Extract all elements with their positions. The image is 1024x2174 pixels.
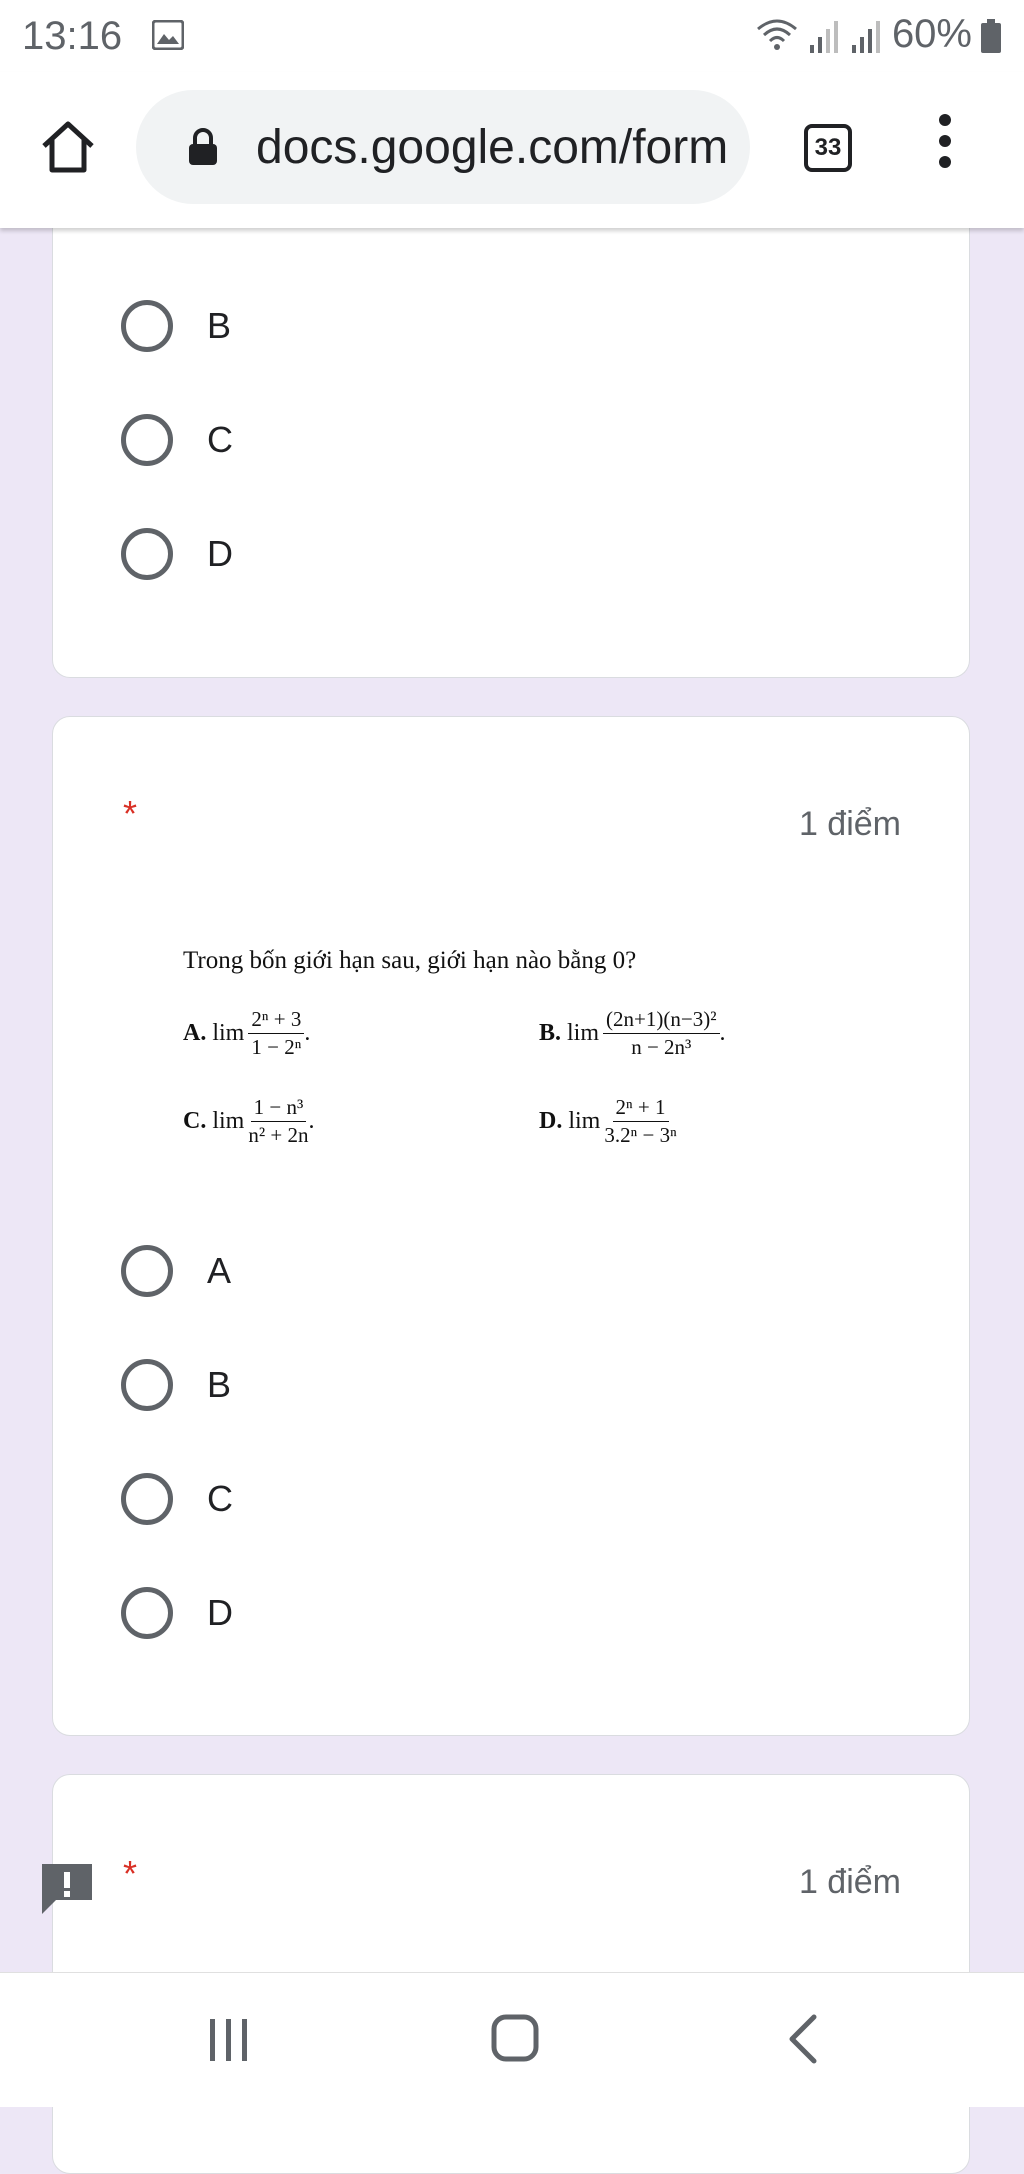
- lim-text: lim: [567, 1020, 600, 1046]
- question-points: 1 điểm: [798, 805, 901, 843]
- choice-d: [539, 1095, 677, 1148]
- question-stem: Trong bốn giới hạn sau, giới hạn nào bằng 0?: [183, 947, 637, 974]
- fraction: [248, 1007, 304, 1060]
- numerator: 2ⁿ + 1: [613, 1095, 669, 1122]
- choice-key: A.: [183, 1020, 207, 1046]
- radio-option[interactable]: [121, 1353, 231, 1417]
- numerator: 2ⁿ + 3: [248, 1007, 304, 1034]
- choice-key: B.: [539, 1020, 562, 1046]
- denominator: 1 − 2ⁿ: [251, 1035, 302, 1059]
- option-label: C: [207, 419, 233, 460]
- lim-text: lim: [212, 1020, 245, 1046]
- radio-circle[interactable]: [121, 300, 173, 352]
- status-bar: [0, 0, 1024, 72]
- gallery-icon: [152, 20, 184, 50]
- signal-icon: [850, 15, 884, 55]
- radio-circle[interactable]: [121, 1587, 173, 1639]
- lock-icon: [188, 128, 218, 166]
- choice-tail: .: [304, 1020, 311, 1046]
- recent-apps-icon[interactable]: [204, 2015, 254, 2065]
- status-right-group: [754, 12, 1002, 57]
- choice-key: D.: [539, 1108, 563, 1134]
- denominator: n − 2n³: [631, 1035, 692, 1059]
- radio-circle[interactable]: [121, 528, 173, 580]
- browser-toolbar: [0, 72, 1024, 228]
- battery-icon: [980, 15, 1002, 55]
- signal-icon: [808, 15, 842, 55]
- radio-option[interactable]: [121, 408, 233, 472]
- nav-home-icon[interactable]: [490, 2013, 540, 2063]
- option-label: D: [207, 533, 233, 574]
- radio-option[interactable]: [121, 522, 233, 586]
- question-card-current: [52, 716, 970, 1736]
- option-label: D: [207, 1592, 233, 1633]
- back-icon[interactable]: [782, 2011, 822, 2067]
- required-asterisk: *: [123, 793, 138, 834]
- radio-option[interactable]: [121, 1581, 233, 1645]
- overflow-menu-icon[interactable]: [930, 114, 960, 184]
- lim-text: lim: [212, 1108, 245, 1134]
- fraction: [248, 1095, 308, 1148]
- required-asterisk: *: [123, 1853, 138, 1894]
- choice-tail: .: [308, 1108, 315, 1134]
- url-text[interactable]: docs.google.com/form: [256, 121, 729, 174]
- denominator: n² + 2n: [248, 1123, 309, 1147]
- radio-option[interactable]: [121, 294, 231, 358]
- home-icon[interactable]: [38, 116, 98, 176]
- denominator: 3.2ⁿ − 3ⁿ: [604, 1123, 677, 1147]
- radio-circle[interactable]: [121, 1359, 173, 1411]
- radio-circle[interactable]: [121, 414, 173, 466]
- numerator: (2n+1)(n−3)²: [603, 1007, 719, 1034]
- tab-switcher-button[interactable]: 33: [804, 124, 852, 172]
- option-label: C: [207, 1478, 233, 1519]
- question-image: [183, 947, 803, 1177]
- address-bar[interactable]: [136, 90, 750, 204]
- question-points: 1 điểm: [798, 1863, 901, 1901]
- wifi-icon: [754, 15, 800, 55]
- choice-tail: .: [719, 1020, 726, 1046]
- option-label: A: [207, 1250, 232, 1291]
- option-label: B: [207, 1364, 232, 1405]
- radio-circle[interactable]: [121, 1473, 173, 1525]
- radio-option[interactable]: [121, 1239, 231, 1303]
- radio-option[interactable]: [121, 1467, 233, 1531]
- choice-a: [183, 1007, 310, 1060]
- lim-text: lim: [568, 1108, 601, 1134]
- question-card-previous: [52, 180, 970, 678]
- system-nav-bar: [0, 1972, 1024, 2107]
- fraction: [604, 1095, 676, 1148]
- option-label: B: [207, 305, 232, 346]
- battery-percent: 60%: [891, 12, 972, 56]
- fraction: [603, 1007, 719, 1060]
- choice-c: [183, 1095, 315, 1148]
- numerator: 1 − n³: [251, 1095, 307, 1122]
- radio-circle[interactable]: [121, 1245, 173, 1297]
- choice-b: [539, 1007, 726, 1060]
- choice-key: C.: [183, 1108, 207, 1134]
- feedback-icon[interactable]: [38, 1860, 96, 1916]
- status-time: 13:16: [22, 14, 123, 58]
